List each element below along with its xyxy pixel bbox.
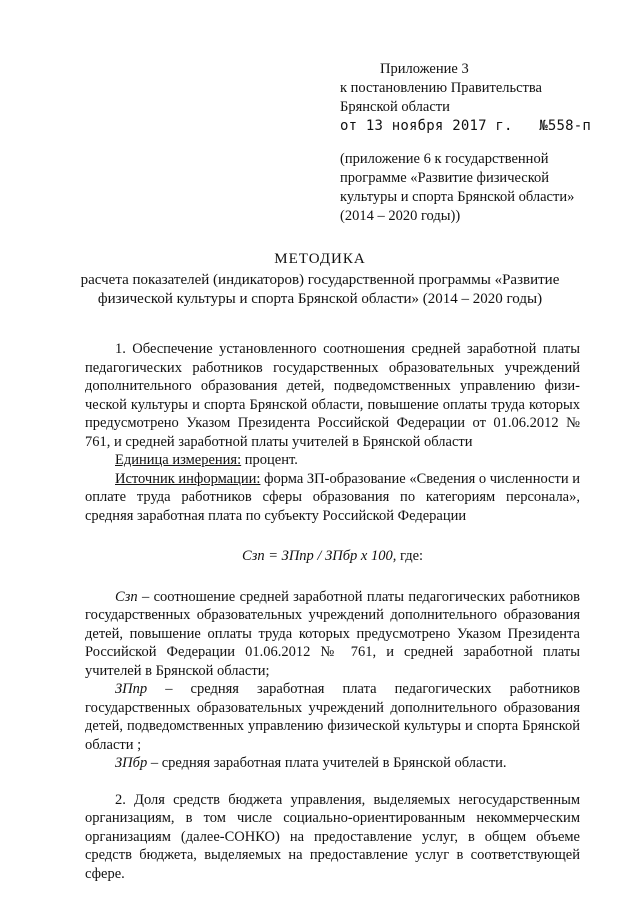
appendix-date-line: [340, 117, 600, 136]
document-heading: МЕТОДИКА: [274, 251, 366, 267]
formula: [85, 547, 580, 566]
decree-number: №558-п: [539, 118, 592, 134]
source-value: форма ЗП-образование «Сведения о численности и оплате труда работников сферы образования по категориям персонала», средняя заработная плата по субъекту Российской Федерации: [85, 470, 580, 524]
document-body: [85, 340, 580, 883]
section-1-paragraph: 1. Обеспечение установленного соотношения средней заработной платы педагогических работников государственных образовательных учреждений дополнительного образования детей, подведомственных управлению физи-ческой культуры и спорта Брянской области, повышение оплаты труда которых предусмотрено Указом Президента Российской Федерации от 01.06.2012 № 761, и средней заработной платы учителей в Брянской области: [85, 341, 580, 450]
appendix-region-line: Брянской области: [340, 99, 450, 115]
definition-symbol: Сзп: [115, 588, 138, 605]
appendix-header: [340, 60, 600, 226]
document-subtitle: расчета показателей (индикаторов) государственной программы «Развитие физической культуры и спорта Брянской области» (2014 – 2020 годы): [80, 272, 560, 307]
formula-expression: Сзп = ЗПпр / ЗПбр х 100,: [241, 548, 397, 564]
definition-text: – соотношение средней заработной платы педагогических работников государственных образовательных учреждений дополнительного образования детей, повышение оплаты труда которых предусмотрено Указом Президента Российской Федерации 01.06.2012 № 761, и средней заработной платы учителей в Брянской области;: [85, 588, 580, 679]
unit-line: [85, 451, 580, 470]
decree-date: 13 ноября 2017 г.: [365, 118, 513, 134]
unit-label: Единица измерения:: [115, 452, 242, 468]
definition-text: – средняя заработная плата педагогических работников государственных образовательных учреждений дополнительного образования детей, подведомственных управлению физической культуры и спорта Брянской области ;: [85, 681, 580, 753]
formula-suffix: где:: [396, 548, 424, 564]
unit-value: процент.: [241, 452, 298, 468]
definition-item: [85, 588, 580, 681]
date-prefix: от: [340, 118, 358, 134]
source-label: Источник информации:: [115, 470, 261, 487]
source-line: [85, 470, 580, 526]
appendix-number: Приложение 3: [380, 61, 469, 77]
appendix-note: (приложение 6 к государственной программе «Развитие физической культуры и спорта Брянской области» (2014 – 2020 годы)): [340, 151, 575, 224]
definition-item: [85, 680, 580, 754]
definition-symbol: ЗПпр: [115, 681, 148, 697]
definition-symbol: ЗПбр: [115, 755, 148, 771]
document-title-block: [70, 250, 570, 309]
formula-definitions: [85, 588, 580, 773]
definition-text: – средняя заработная плата учителей в Брянской области.: [147, 755, 507, 771]
definition-item: [85, 754, 580, 773]
section-2-paragraph: 2. Доля средств бюджета управления, выделяемых негосударственным организациям, в том числе социально-ориентированным некоммерческим организациям (далее-СОНКО) на предоставление услуг, в общем объеме средств бюджета, выделяемых на предоставление услуг в соответствующей сфере.: [85, 791, 580, 882]
appendix-decree-line: к постановлению Правительства: [340, 80, 542, 96]
section-gap: [85, 773, 580, 791]
